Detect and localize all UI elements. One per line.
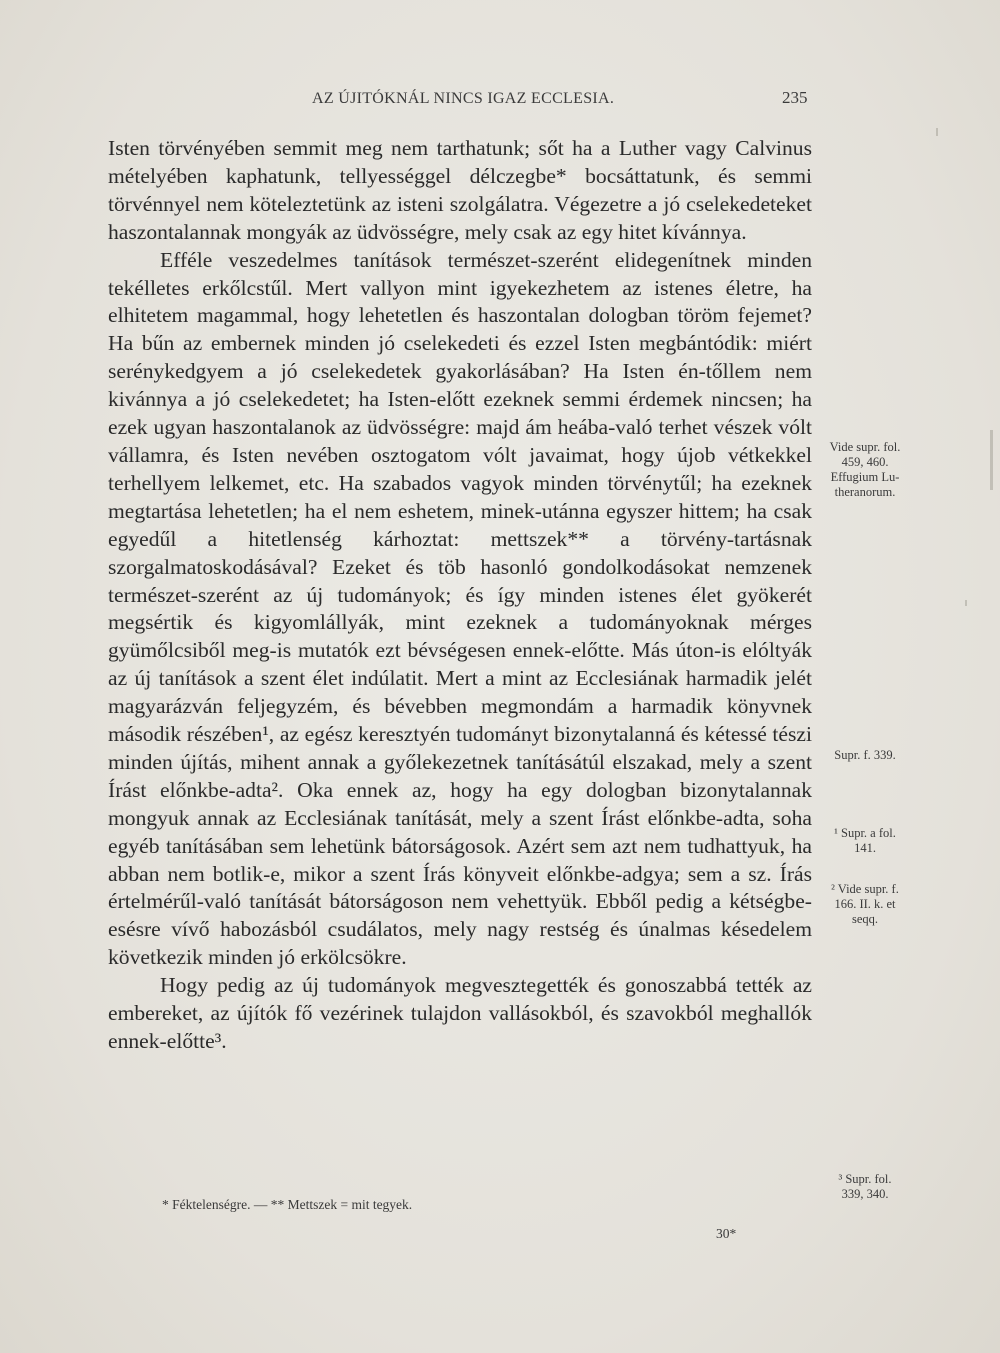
paper-speck xyxy=(936,128,938,136)
margin-note-2-line-2: theranorum. xyxy=(834,485,896,499)
paragraph-2: Efféle veszedelmes tanítások természet-szerént elidegenítnek minden tekélletes erkőlcstűl. Mert vallyon mint igyekezhetem az istenes életre, ha elhitetem magammal, hogy lehetetlen és haszontalan dologban töröm fejemet? Ha bűn az embernek minden jó cselekedeti és ezzel Isten megbántódik: miért serénykedgyem a jó cselekedetek gyakorlásában? Ha Isten én-tőllem nem kivánnya a jó cselekedetet; ha Isten-előtt ezeknek semmi érdemek nincsen; ha ezek ugyan haszontalanok az üdvösségre: majd ám heába-való terhet vészek vólt vállamra, és Isten nevében osztogatom vólt javaimat, hogy újob vétkekkel terhellyem lelkemet, etc. Ha szabados vagyok minden törvénytűl; ha ezeknek megtartása lehetetlen; ha el nem eshetem, minek-utánna egyszer hittem; ha csak egyedűl a hitetlenség kárhoztat: mettszek** a törvény-tartásnak szorgalmatoskodásával? Ezeket és töb hasonló gondolkodásokat nemzenek természet-szerént az új tudományok; és így minden istenes élet gyökerét megsértik és kigyomlállyák, mint ezeknek a tudományoknak mérges gyümőlcsiből meg-is mutatók ezt bévségesen ennek-előtte. Más úton-is elóltyák az új tanítások a szent élet indúlatit. Mert a mint az Ecclesiának harmadik jelét magyarázván feljegyzém, és bévebben megmondám a harmadik könyvnek második részében¹, az egész keresztyén tudományt bizonytalanná és kétessé tészi minden újítás, mihent annak a győlekezetnek tanításátúl elszakad, mely a szent Írást előnkbe-adta². Oka ennek az, hogy ha egy dologban bizonytalannak mongyuk annak az Ecclesiának tanítását, mely a szent Írást előnkbe-adta, soha egyéb tanításában sem lehetünk bátorságosok. Azért sem azt nem tudhattyuk, ha abban nem botlik-e, mikor a szent Írás könyveit előnkbe-adgya; sem a sz. Írás értelmérűl-való tanítását bátorságoson nem vehettyük. Ebből pedig a kétségbe-esésre vívő habozásból csudálatos, mely nagy restség és únalmas késedelem következik minden jó erkölcsökre. xyxy=(108,247,812,970)
paper-speck xyxy=(965,600,967,606)
margin-note-2-line-1: Effugium Lu- xyxy=(830,470,900,484)
margin-note-4-line-1: ¹ Supr. a fol. xyxy=(834,826,896,840)
footnote: * Féktelenségre. — ** Mettszek = mit tegyek. xyxy=(162,1197,413,1212)
printer-signature-mark: 30* xyxy=(716,1226,737,1241)
margin-note-5 xyxy=(815,882,915,927)
margin-note-6 xyxy=(815,1172,915,1202)
margin-note-5-line-1: ² Vide supr. f. xyxy=(831,882,899,896)
margin-note-1-line-2: 459, 460. xyxy=(841,455,889,469)
main-text xyxy=(108,135,812,1056)
paragraph-1: Isten törvényében semmit meg nem tarthatunk; sőt ha a Luther vagy Calvinus mételyében kaphatunk, tellyességgel délczegbe* bocsáttatunk, és semmi törvénnyel nem köteleztetünk az isteni szolgálatra. Végezetre a jó cselekedeteket haszontalannak mongyák az üdvösségre, mely csak az egy hitet kívánnya. xyxy=(108,136,812,244)
page-number: 235 xyxy=(782,88,808,107)
margin-note-6-line-2: 339, 340. xyxy=(841,1187,889,1201)
margin-note-1 xyxy=(815,440,915,470)
margin-note-2 xyxy=(815,470,915,500)
margin-note-6-line-1: ³ Supr. fol. xyxy=(838,1172,892,1186)
paragraph-3: Hogy pedig az új tudományok megvesztegették és gonoszabbá tették az embereket, az újítók fő vezérinek tulajdon vallásokból, és szavokból meghallók ennek-előtte³. xyxy=(108,973,812,1053)
margin-note-1-line-1: Vide supr. fol. xyxy=(829,440,901,454)
page-edge-shadow xyxy=(990,430,993,490)
running-head: AZ ÚJITÓKNÁL NINCS IGAZ ECCLESIA. xyxy=(312,90,615,107)
margin-note-5-line-3: seqq. xyxy=(851,912,879,926)
margin-note-3: Supr. f. 339. xyxy=(834,748,896,762)
margin-note-4 xyxy=(815,826,915,856)
margin-note-5-line-2: 166. II. k. et xyxy=(834,897,896,911)
margin-note-4-line-2: 141. xyxy=(854,841,876,855)
